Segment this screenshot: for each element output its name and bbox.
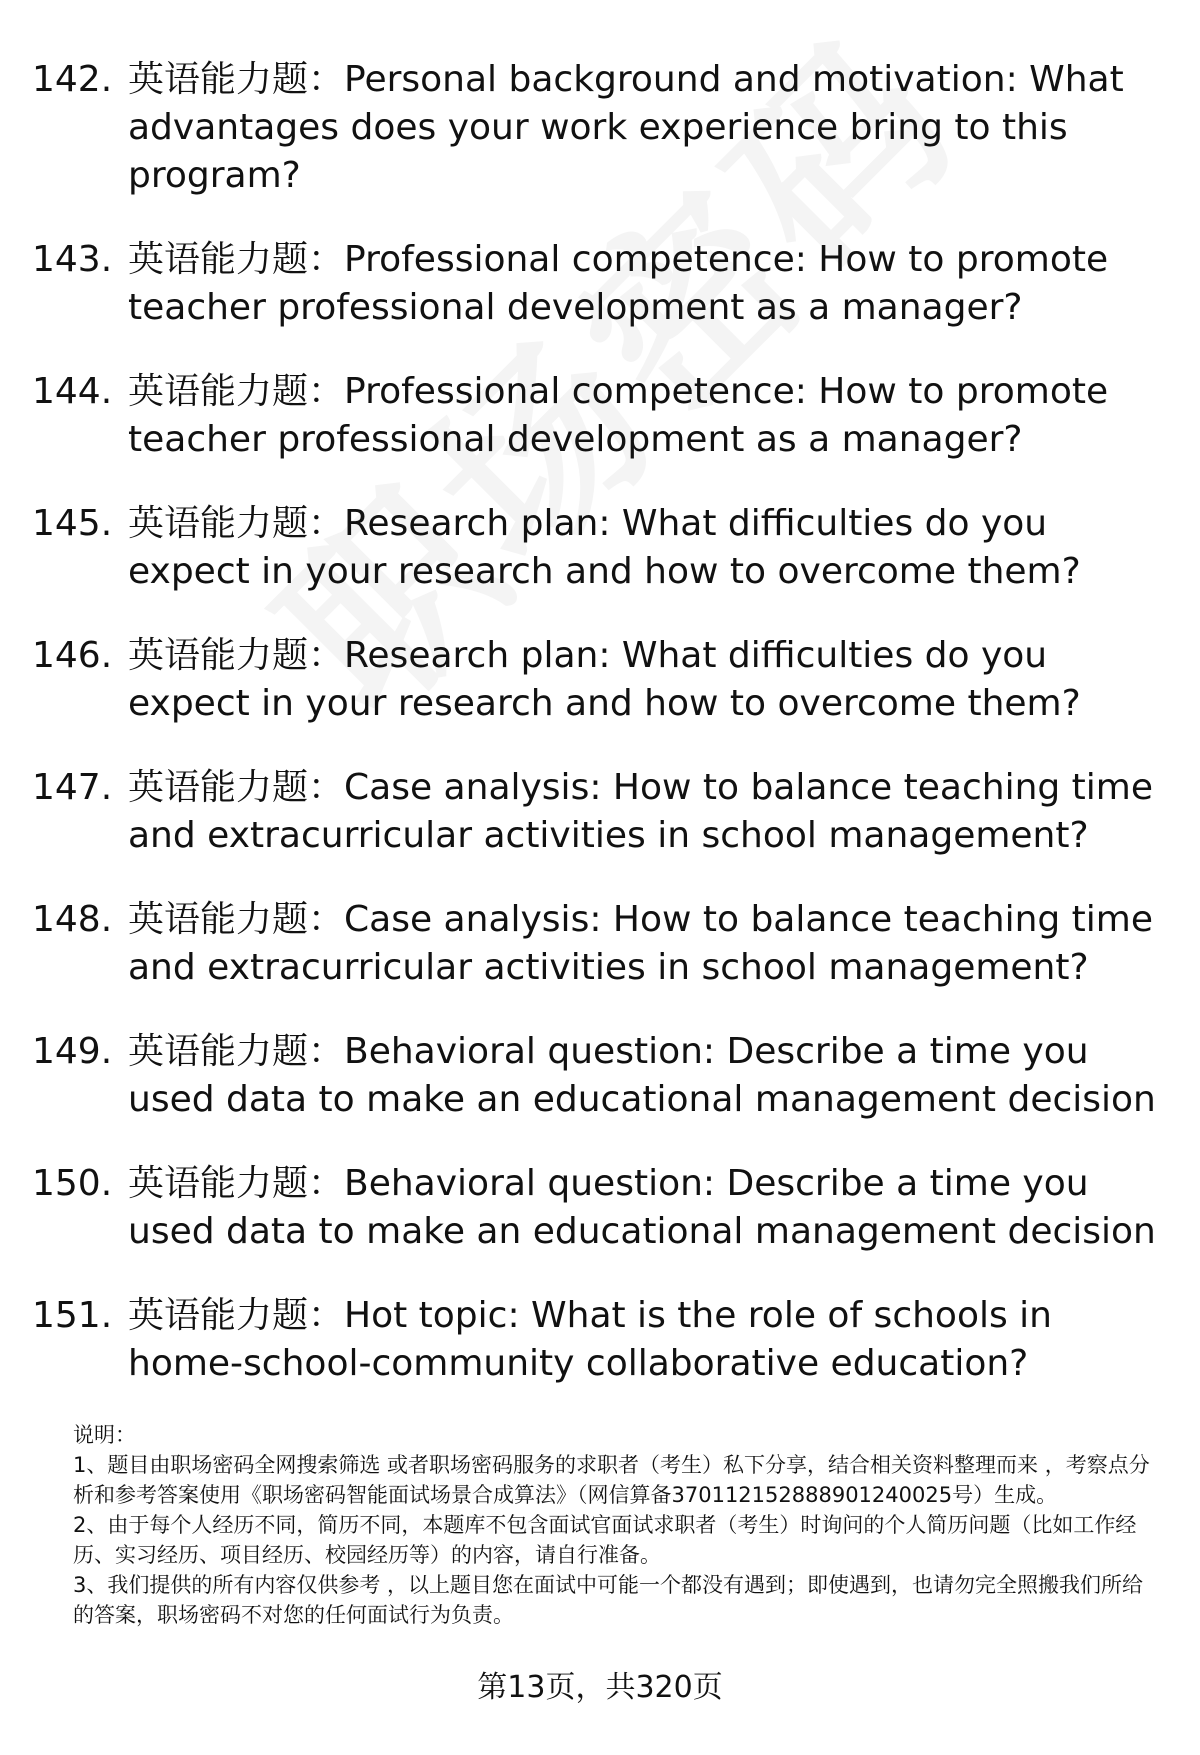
question-number: 150. xyxy=(32,1163,113,1204)
note-item: 3、我们提供的所有内容仅供参考 ，以上题目您在面试中可能一个都没有遇到；即使遇到，也请勿完全照搬我们所给的答案，职场密码不对您的任何面试行为负责。 xyxy=(73,1573,1144,1627)
question-item xyxy=(0,764,1200,860)
question-text: Behavioral question: Describe a time you used data to make an educational management decision xyxy=(128,1031,1156,1120)
question-number: 151. xyxy=(32,1295,113,1336)
question-number: 148. xyxy=(32,899,113,940)
question-prefix: 英语能力题： xyxy=(128,503,345,544)
question-item xyxy=(0,1028,1200,1124)
note-item: 2、由于每个人经历不同，简历不同，本题库不包含面试官面试求职者（考生）时询问的个人简历问题（比如工作经历、实习经历、项目经历、校园经历等）的内容，请自行准备。 xyxy=(73,1513,1137,1567)
question-text: Research plan: What difficulties do you expect in your research and how to overcome them? xyxy=(128,503,1081,592)
question-item xyxy=(0,236,1200,332)
disclaimer-note xyxy=(73,1420,1153,1630)
question-text: Research plan: What difficulties do you expect in your research and how to overcome them? xyxy=(128,635,1081,724)
question-text: Behavioral question: Describe a time you used data to make an educational management decision xyxy=(128,1163,1156,1252)
question-list xyxy=(0,56,1200,1424)
note-heading: 说明： xyxy=(73,1423,136,1447)
question-item xyxy=(0,632,1200,728)
question-item xyxy=(0,56,1200,200)
note-item: 1、题目由职场密码全网搜索筛选 或者职场密码服务的求职者（考生）私下分享，结合相关资料整理而来 ，考察点分析和参考答案使用《职场密码智能面试场景合成算法》（网信算备370112152888901240025号）生成。 xyxy=(73,1453,1150,1507)
question-prefix: 英语能力题： xyxy=(128,59,345,100)
question-number: 147. xyxy=(32,767,113,808)
question-number: 143. xyxy=(32,239,113,280)
question-prefix: 英语能力题： xyxy=(128,1295,345,1336)
question-prefix: 英语能力题： xyxy=(128,1031,345,1072)
question-item xyxy=(0,500,1200,596)
question-prefix: 英语能力题： xyxy=(128,239,345,280)
question-item xyxy=(0,1292,1200,1388)
question-item xyxy=(0,896,1200,992)
question-text: Professional competence: How to promote teacher professional development as a manager? xyxy=(128,371,1109,460)
question-prefix: 英语能力题： xyxy=(128,899,345,940)
question-item xyxy=(0,368,1200,464)
question-text: Case analysis: How to balance teaching time and extracurricular activities in school management? xyxy=(128,767,1154,856)
question-text: Case analysis: How to balance teaching time and extracurricular activities in school management? xyxy=(128,899,1154,988)
question-prefix: 英语能力题： xyxy=(128,371,345,412)
question-prefix: 英语能力题： xyxy=(128,635,345,676)
question-text: Personal background and motivation: What advantages does your work experience bring to this program? xyxy=(128,59,1124,196)
question-text: Hot topic: What is the role of schools in home-school-community collaborative education? xyxy=(128,1295,1052,1384)
question-number: 144. xyxy=(32,371,113,412)
question-prefix: 英语能力题： xyxy=(128,1163,345,1204)
question-prefix: 英语能力题： xyxy=(128,767,345,808)
question-number: 146. xyxy=(32,635,113,676)
question-number: 149. xyxy=(32,1031,113,1072)
question-number: 145. xyxy=(32,503,113,544)
question-number: 142. xyxy=(32,59,113,100)
page-indicator: 第13页，共320页 xyxy=(477,1670,723,1705)
question-text: Professional competence: How to promote teacher professional development as a manager? xyxy=(128,239,1109,328)
question-item xyxy=(0,1160,1200,1256)
